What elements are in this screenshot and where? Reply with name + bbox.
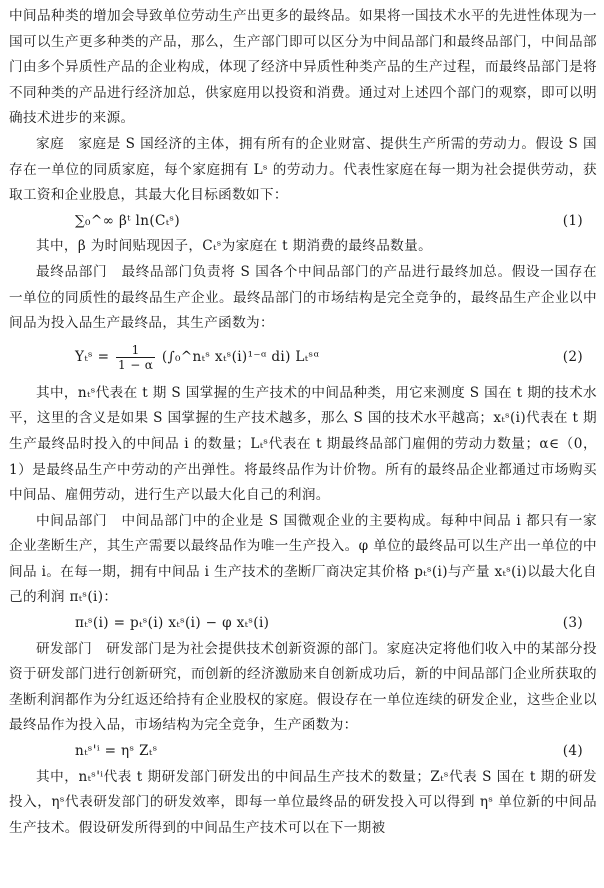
paragraph-intro: 中间品种类的增加会导致单位劳动生产出更多的最终品。如果将一国技术水平的先进性体现为一国可以生产更多种类的产品，那么，生产部门即可以区分为中间品部门和最终品部门，中间品部门由多个异质性产品的企业构成，体现了经济中异质性种类产品的生产过程，而最终品部门是将不同种类的产品进行经济加总，供家庭用以投资和消费。通过对上述四个部门的观察，即可以明确技术进步的来源。 bbox=[9, 8, 597, 127]
equation-3-formula: πₜˢ(i) = pₜˢ(i) xₜˢ(i) − φ xₜˢ(i) bbox=[75, 615, 270, 632]
equation-1-number: (1) bbox=[562, 212, 583, 229]
paragraph-intermediate: 中间品部门 中间品部门中的企业是 S 国微观企业的主要构成。每种中间品 i 都只有一家企业垄断生产，其生产需要以最终品作为唯一生产投入。φ 单位的最终品可以生产出一单位的中间品 i。在每一期，拥有中间品 i 生产技术的垄断厂商决定其价格 pₜˢ(i)与产量 xₜˢ(i)以最大化自己的利润 πₜˢ(i)： bbox=[9, 512, 597, 606]
equation-2 bbox=[9, 337, 597, 381]
equation-3 bbox=[9, 611, 597, 637]
paragraph-final-goods: 最终品部门 最终品部门负责将 S 国各个中间品部门的产品进行最终加总。假设一国存在一单位的同质性的最终品生产企业。最终品部门的市场结构是完全竞争的，最终品生产企业以中间品为投入品生产最终品，其生产函数为： bbox=[9, 263, 597, 332]
equation-4 bbox=[9, 739, 597, 765]
paragraph-discount: 其中，β 为时间贴现因子，Cₜˢ为家庭在 t 期消费的最终品数量。 bbox=[36, 238, 433, 255]
equation-2-number: (2) bbox=[562, 348, 583, 365]
equation-2-rhs: (∫₀^nₜˢ xₜˢ(i)¹⁻ᵅ di) Lₜˢᵅ bbox=[161, 348, 320, 365]
equation-2-lhs: Yₜˢ = bbox=[75, 348, 110, 365]
document-page bbox=[9, 4, 597, 841]
equation-4-number: (4) bbox=[562, 743, 583, 760]
equation-4-formula: nₜˢ'ⁱ = ηˢ Zₜˢ bbox=[75, 743, 158, 760]
paragraph-technology: 其中，nₜˢ代表在 t 期 S 国掌握的生产技术的中间品种类，用它来测度 S 国在 t 期的技术水平，这里的含义是如果 S 国掌握的生产技术越多，那么 S 国的技术水平越高；xₜˢ(i)代表在 t 期生产最终品时投入的中间品 i 的数量；Lₜˢ代表在 t 期最终品部门雇佣的劳动力数量；α∈（0，1）是最终品生产中劳动的产出弹性。将最终品作为计价物。所有的最终品企业都通过市场购买中间品、雇佣劳动，进行生产以最大化自己的利润。 bbox=[9, 384, 597, 504]
paragraph-rnd-output: 其中，nₜˢ'ⁱ代表 t 期研发部门研发出的中间品生产技术的数量；Zₜˢ代表 S 国在 t 期的研发投入，ηˢ代表研发部门的研发效率，即每一单位最终品的研发投入可以得到 ηˢ 单位新的中间品生产技术。假设研发所得到的中间品生产技术可以在下一期被 bbox=[9, 768, 597, 836]
paragraph-household: 家庭 家庭是 S 国经济的主体，拥有所有的企业财富、提供生产所需的劳动力。假设 S 国存在一单位的同质家庭，每个家庭拥有 Lˢ 的劳动力。代表性家庭在每一期为社会提供劳动，获取工资和企业股息，其最大化目标函数如下： bbox=[9, 135, 597, 204]
equation-2-fraction bbox=[116, 343, 155, 372]
equation-2-denominator: 1 − α bbox=[118, 357, 154, 372]
equation-1 bbox=[9, 209, 597, 235]
equation-2-numerator: 1 bbox=[116, 343, 155, 358]
equation-2-formula bbox=[75, 343, 319, 372]
paragraph-rnd: 研发部门 研发部门是为社会提供技术创新资源的部门。家庭决定将他们收入中的某部分投资于研发部门进行创新研究，而创新的经济激励来自创新成功后，新的中间品部门企业所获取的垄断利润都作为分红返还给持有企业股权的家庭。假设存在一单位连续的研发企业，这些企业以最终品作为投入品，市场结构为完全竞争，生产函数为： bbox=[9, 640, 597, 734]
equation-3-number: (3) bbox=[562, 615, 583, 632]
equation-1-formula: ∑₀^∞ βᵗ ln(Cₜˢ) bbox=[75, 212, 181, 229]
